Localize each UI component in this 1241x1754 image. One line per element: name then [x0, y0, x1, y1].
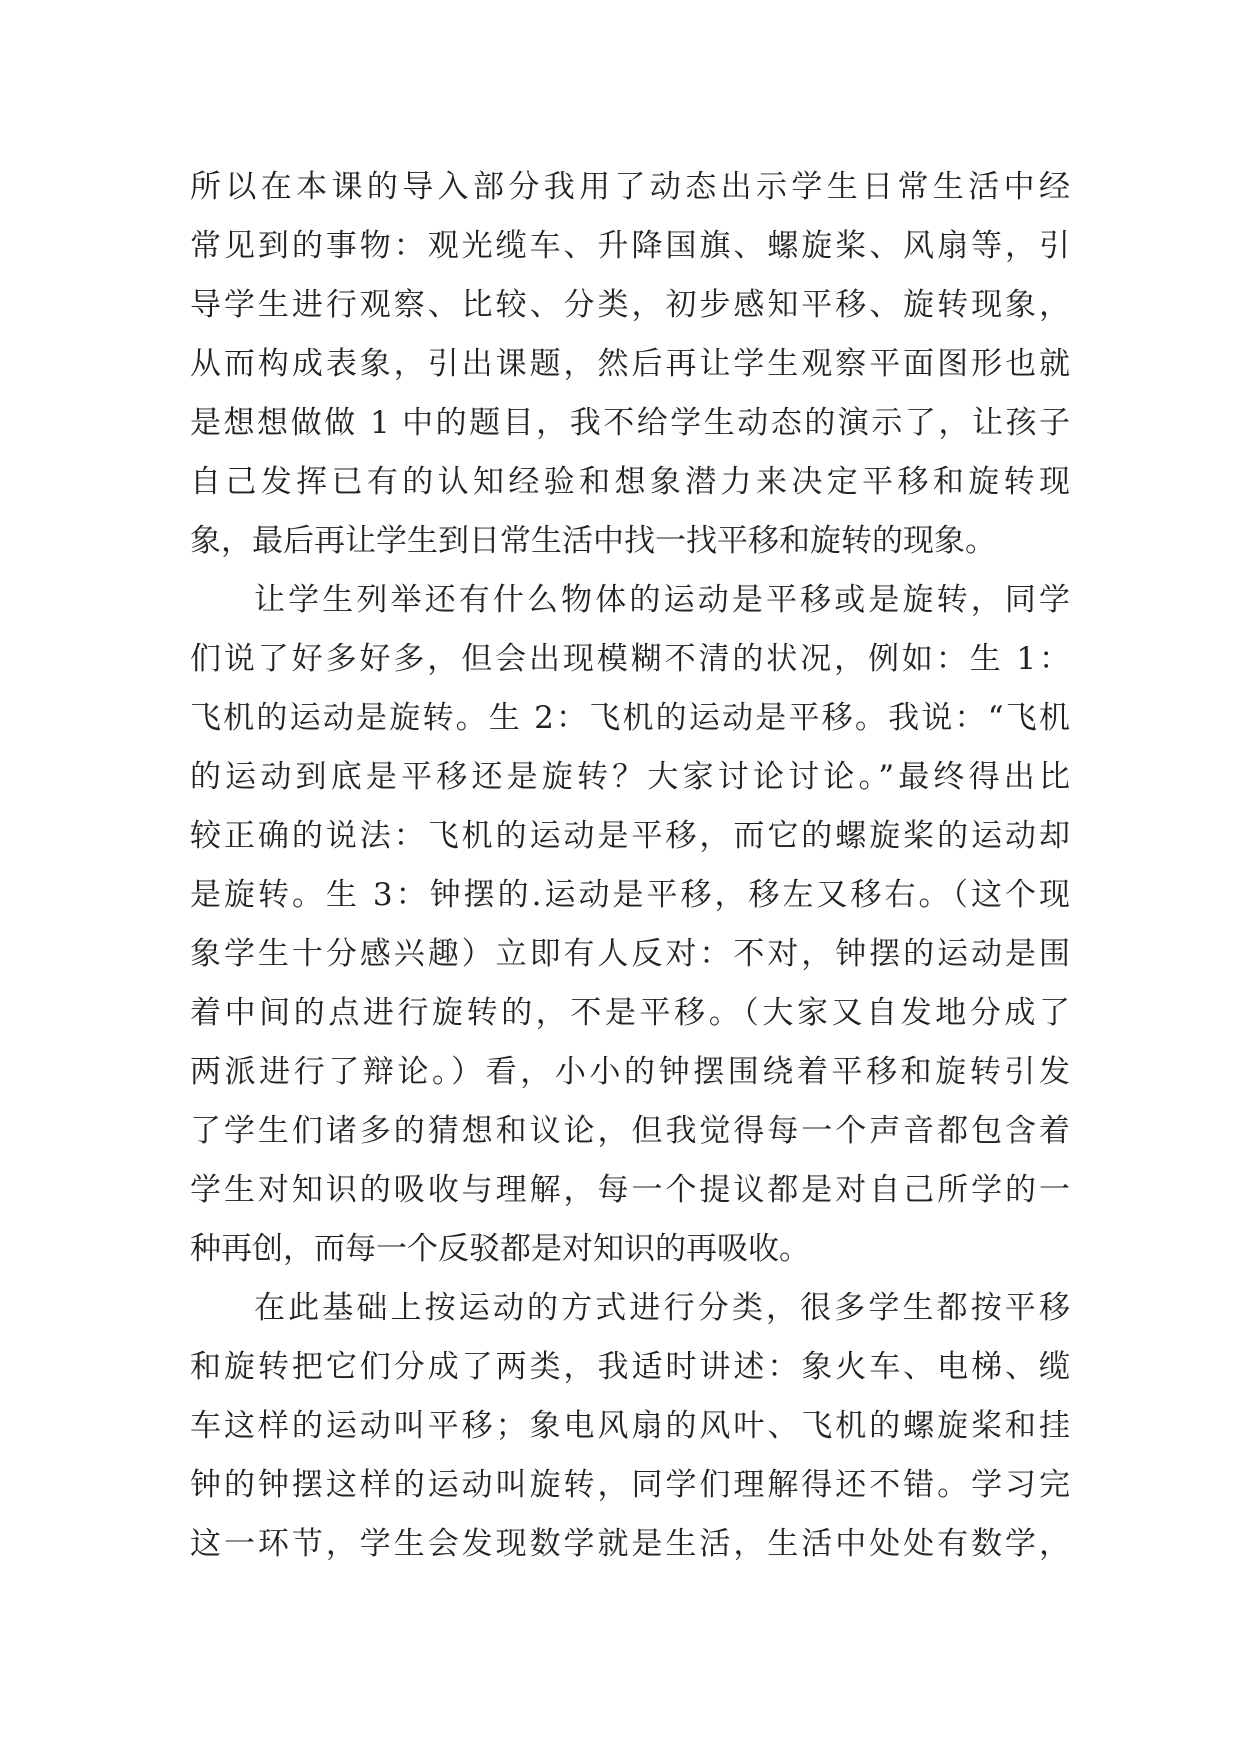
text-line: 象学生十分感兴趣）立即有人反对：不对，钟摆的运动是围: [190, 936, 1070, 972]
text-line: 导学生进行观察、比较、分类，初步感知平移、旋转现象，: [190, 287, 1070, 323]
text-line: 较正确的说法：飞机的运动是平移，而它的螺旋桨的运动却: [190, 818, 1070, 854]
text-line: 的运动到底是平移还是旋转？大家讨论讨论。”最终得出比: [190, 759, 1070, 795]
text-line: 飞机的运动是旋转。生 2：飞机的运动是平移。我说：“飞机: [190, 700, 1070, 736]
text-line: 象，最后再让学生到日常生活中找一找平移和旋转的现象。: [190, 523, 996, 559]
text-line: 们说了好多好多，但会出现模糊不清的状况，例如：生 1：: [190, 641, 1070, 677]
text-line: 从而构成表象，引出课题，然后再让学生观察平面图形也就: [190, 346, 1070, 382]
text-line: 学生对知识的吸收与理解，每一个提议都是对自己所学的一: [190, 1172, 1070, 1208]
text-line: 所以在本课的导入部分我用了动态出示学生日常生活中经: [190, 169, 1070, 205]
text-line: 钟的钟摆这样的运动叫旋转，同学们理解得还不错。学习完: [190, 1467, 1070, 1503]
text-line: 这一环节，学生会发现数学就是生活，生活中处处有数学，: [190, 1526, 1070, 1562]
body-text: [190, 158, 1070, 1574]
text-line: 自己发挥已有的认知经验和想象潜力来决定平移和旋转现: [190, 464, 1070, 500]
text-line: 在此基础上按运动的方式进行分类，很多学生都按平移: [254, 1290, 1070, 1326]
text-line: 是想想做做 1 中的题目，我不给学生动态的演示了，让孩子: [190, 405, 1070, 441]
text-line: 让学生列举还有什么物体的运动是平移或是旋转，同学: [254, 582, 1070, 618]
text-line: 常见到的事物：观光缆车、升降国旗、螺旋桨、风扇等，引: [190, 228, 1070, 264]
text-line: 是旋转。生 3：钟摆的.运动是平移，移左又移右。（这个现: [190, 877, 1070, 913]
text-line: 着中间的点进行旋转的，不是平移。（大家又自发地分成了: [190, 995, 1070, 1031]
text-line: 种再创，而每一个反驳都是对知识的再吸收。: [190, 1231, 810, 1267]
text-line: 和旋转把它们分成了两类，我适时讲述：象火车、电梯、缆: [190, 1349, 1070, 1385]
text-line: 车这样的运动叫平移；象电风扇的风叶、飞机的螺旋桨和挂: [190, 1408, 1070, 1444]
text-line: 两派进行了辩论。）看，小小的钟摆围绕着平移和旋转引发: [190, 1054, 1070, 1090]
text-line: 了学生们诸多的猜想和议论，但我觉得每一个声音都包含着: [190, 1113, 1070, 1149]
